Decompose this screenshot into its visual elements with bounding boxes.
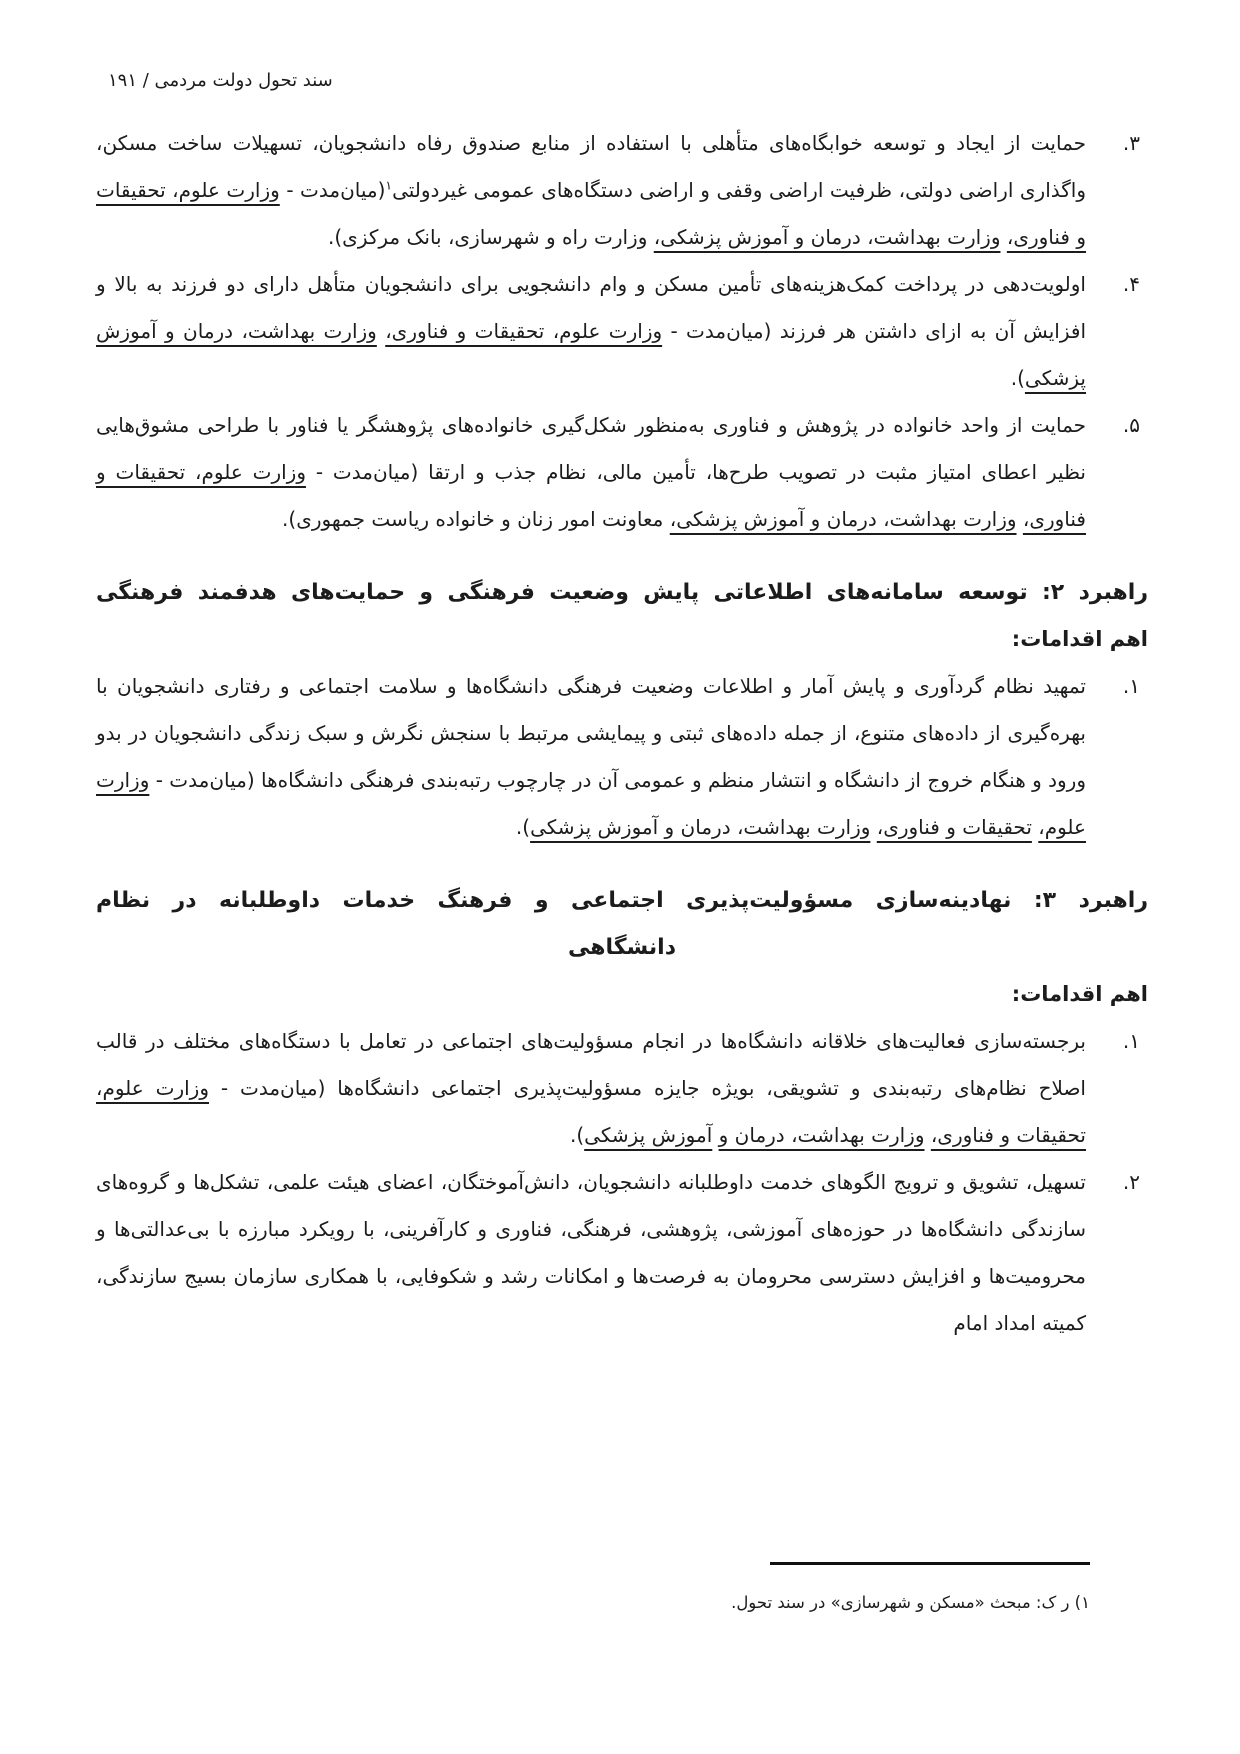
- item-text: تمهید نظام گردآوری و پایش آمار و اطلاعات وضعیت فرهنگی دانشگاه‌ها و سلامت اجتماعی و رفتاری دانشجویان با بهره‌گیری از داده‌های متنوع، از جمله داده‌های ثبتی و پیمایشی مرتبط با سنجش نگرش و سبک زندگی دانشجویان در بدو ورود و هنگام خروج از دانشگاه و انتشار منظم و عمومی آن در چارچوب رتبه‌بندی فرهنگی دانشگاه‌ها (میان‌مدت - وزارت علوم، تحقیقات و فناوری، وزارت بهداشت، درمان و آموزش پزشکی).: [96, 674, 1086, 839]
- strategy-2-heading: [96, 569, 1148, 616]
- item-number: ۳.: [1122, 131, 1140, 155]
- numbered-list-strategy-2-actions: [96, 663, 1148, 851]
- item-number: ۱.: [1122, 1029, 1140, 1053]
- item-number: ۲.: [1122, 1170, 1140, 1194]
- item-number: ۱.: [1122, 674, 1140, 698]
- heading-line: دانشگاهی: [567, 935, 677, 960]
- page-header: سند تحول دولت مردمی / ۱۹۱: [108, 70, 333, 91]
- list-item: [96, 1018, 1148, 1159]
- heading-line: راهبرد ۲: توسعه سامانه‌های اطلاعاتی پایش وضعیت فرهنگی و حمایت‌های هدفمند فرهنگی: [96, 580, 1149, 605]
- numbered-list-housing-actions: [96, 120, 1148, 543]
- item-number: ۴.: [1122, 272, 1140, 296]
- footnote: ۱) ر ک: مبحث «مسکن و شهرسازی» در سند تحول.: [731, 1593, 1090, 1612]
- item-text: حمایت از ایجاد و توسعه خوابگاه‌های متأهلی با استفاده از منابع صندوق رفاه دانشجویان، تسهیلات ساخت مسکن، واگذاری اراضی دولتی، ظرفیت اراضی وقفی و اراضی دستگاه‌های عمومی غیردولتی$^۱$(میان‌مدت - وزارت علوم، تحقیقات و فناوری، وزارت بهداشت، درمان و آموزش پزشکی، وزارت راه و شهرسازی، بانک مرکزی).: [96, 131, 1086, 249]
- list-item: [96, 402, 1148, 543]
- list-item: [96, 120, 1148, 261]
- item-text: برجسته‌سازی فعالیت‌های خلاقانه دانشگاه‌ها در انجام مسؤولیت‌های اجتماعی در تعامل با دستگاه‌های مختلف در قالب اصلاح نظام‌های رتبه‌بندی و تشویقی، بویژه جایزه مسؤولیت‌پذیری اجتماعی دانشگاه‌ها (میان‌مدت - وزارت علوم، تحقیقات و فناوری، وزارت بهداشت، درمان و آموزش پزشکی).: [96, 1029, 1086, 1147]
- item-text: حمایت از واحد خانواده در پژوهش و فناوری به‌منظور شکل‌گیری خانواده‌های پژوهشگر یا فناور با طراحی مشوق‌هایی نظیر اعطای امتیاز مثبت در تصویب طرح‌ها، تأمین مالی، نظام جذب و ارتقا (میان‌مدت - وزارت علوم، تحقیقات و فناوری، وزارت بهداشت، درمان و آموزش پزشکی، معاونت امور زنان و خانواده ریاست جمهوری).: [96, 413, 1087, 531]
- list-item: [96, 663, 1148, 851]
- heading-line: راهبرد ۳: نهادینه‌سازی مسؤولیت‌پذیری اجتماعی و فرهنگ خدمات داوطلبانه در نظام: [96, 888, 1149, 913]
- footnote-separator: [770, 1562, 1090, 1565]
- strategy-3-heading: [96, 877, 1148, 971]
- document-content: [96, 120, 1148, 1347]
- item-text: اولویت‌دهی در پرداخت کمک‌هزینه‌های تأمین مسکن و وام دانشجویی برای دانشجویان متأهل دارای دو فرزند به بالا و افزایش آن به ازای داشتن هر فرزند (میان‌مدت - وزارت علوم، تحقیقات و فناوری، وزارت بهداشت، درمان و آموزش پزشکی).: [96, 272, 1086, 390]
- numbered-list-strategy-3-actions: [96, 1018, 1148, 1347]
- item-number: ۵.: [1122, 413, 1140, 437]
- item-text: تسهیل، تشویق و ترویج الگوهای خدمت داوطلبانه دانشجویان، دانش‌آموختگان، اعضای هیئت علمی، تشکل‌ها و گروه‌های سازندگی دانشگاه‌ها در حوزه‌های آموزشی، پژوهشی، فرهنگی، فناوری و کارآفرینی، با رویکرد مبارزه با بی‌عدالتی‌ها و محرومیت‌ها و افزایش دسترسی محرومان به فرصت‌ها و امکانات رشد و شکوفایی، با همکاری سازمان بسیج سازندگی، کمیته امداد امام: [96, 1170, 1086, 1335]
- strategy-3-subheading: اهم اقدامات:: [1011, 982, 1148, 1006]
- list-item: [96, 1159, 1148, 1347]
- list-item: [96, 261, 1148, 402]
- strategy-2-subheading: اهم اقدامات:: [1011, 627, 1148, 651]
